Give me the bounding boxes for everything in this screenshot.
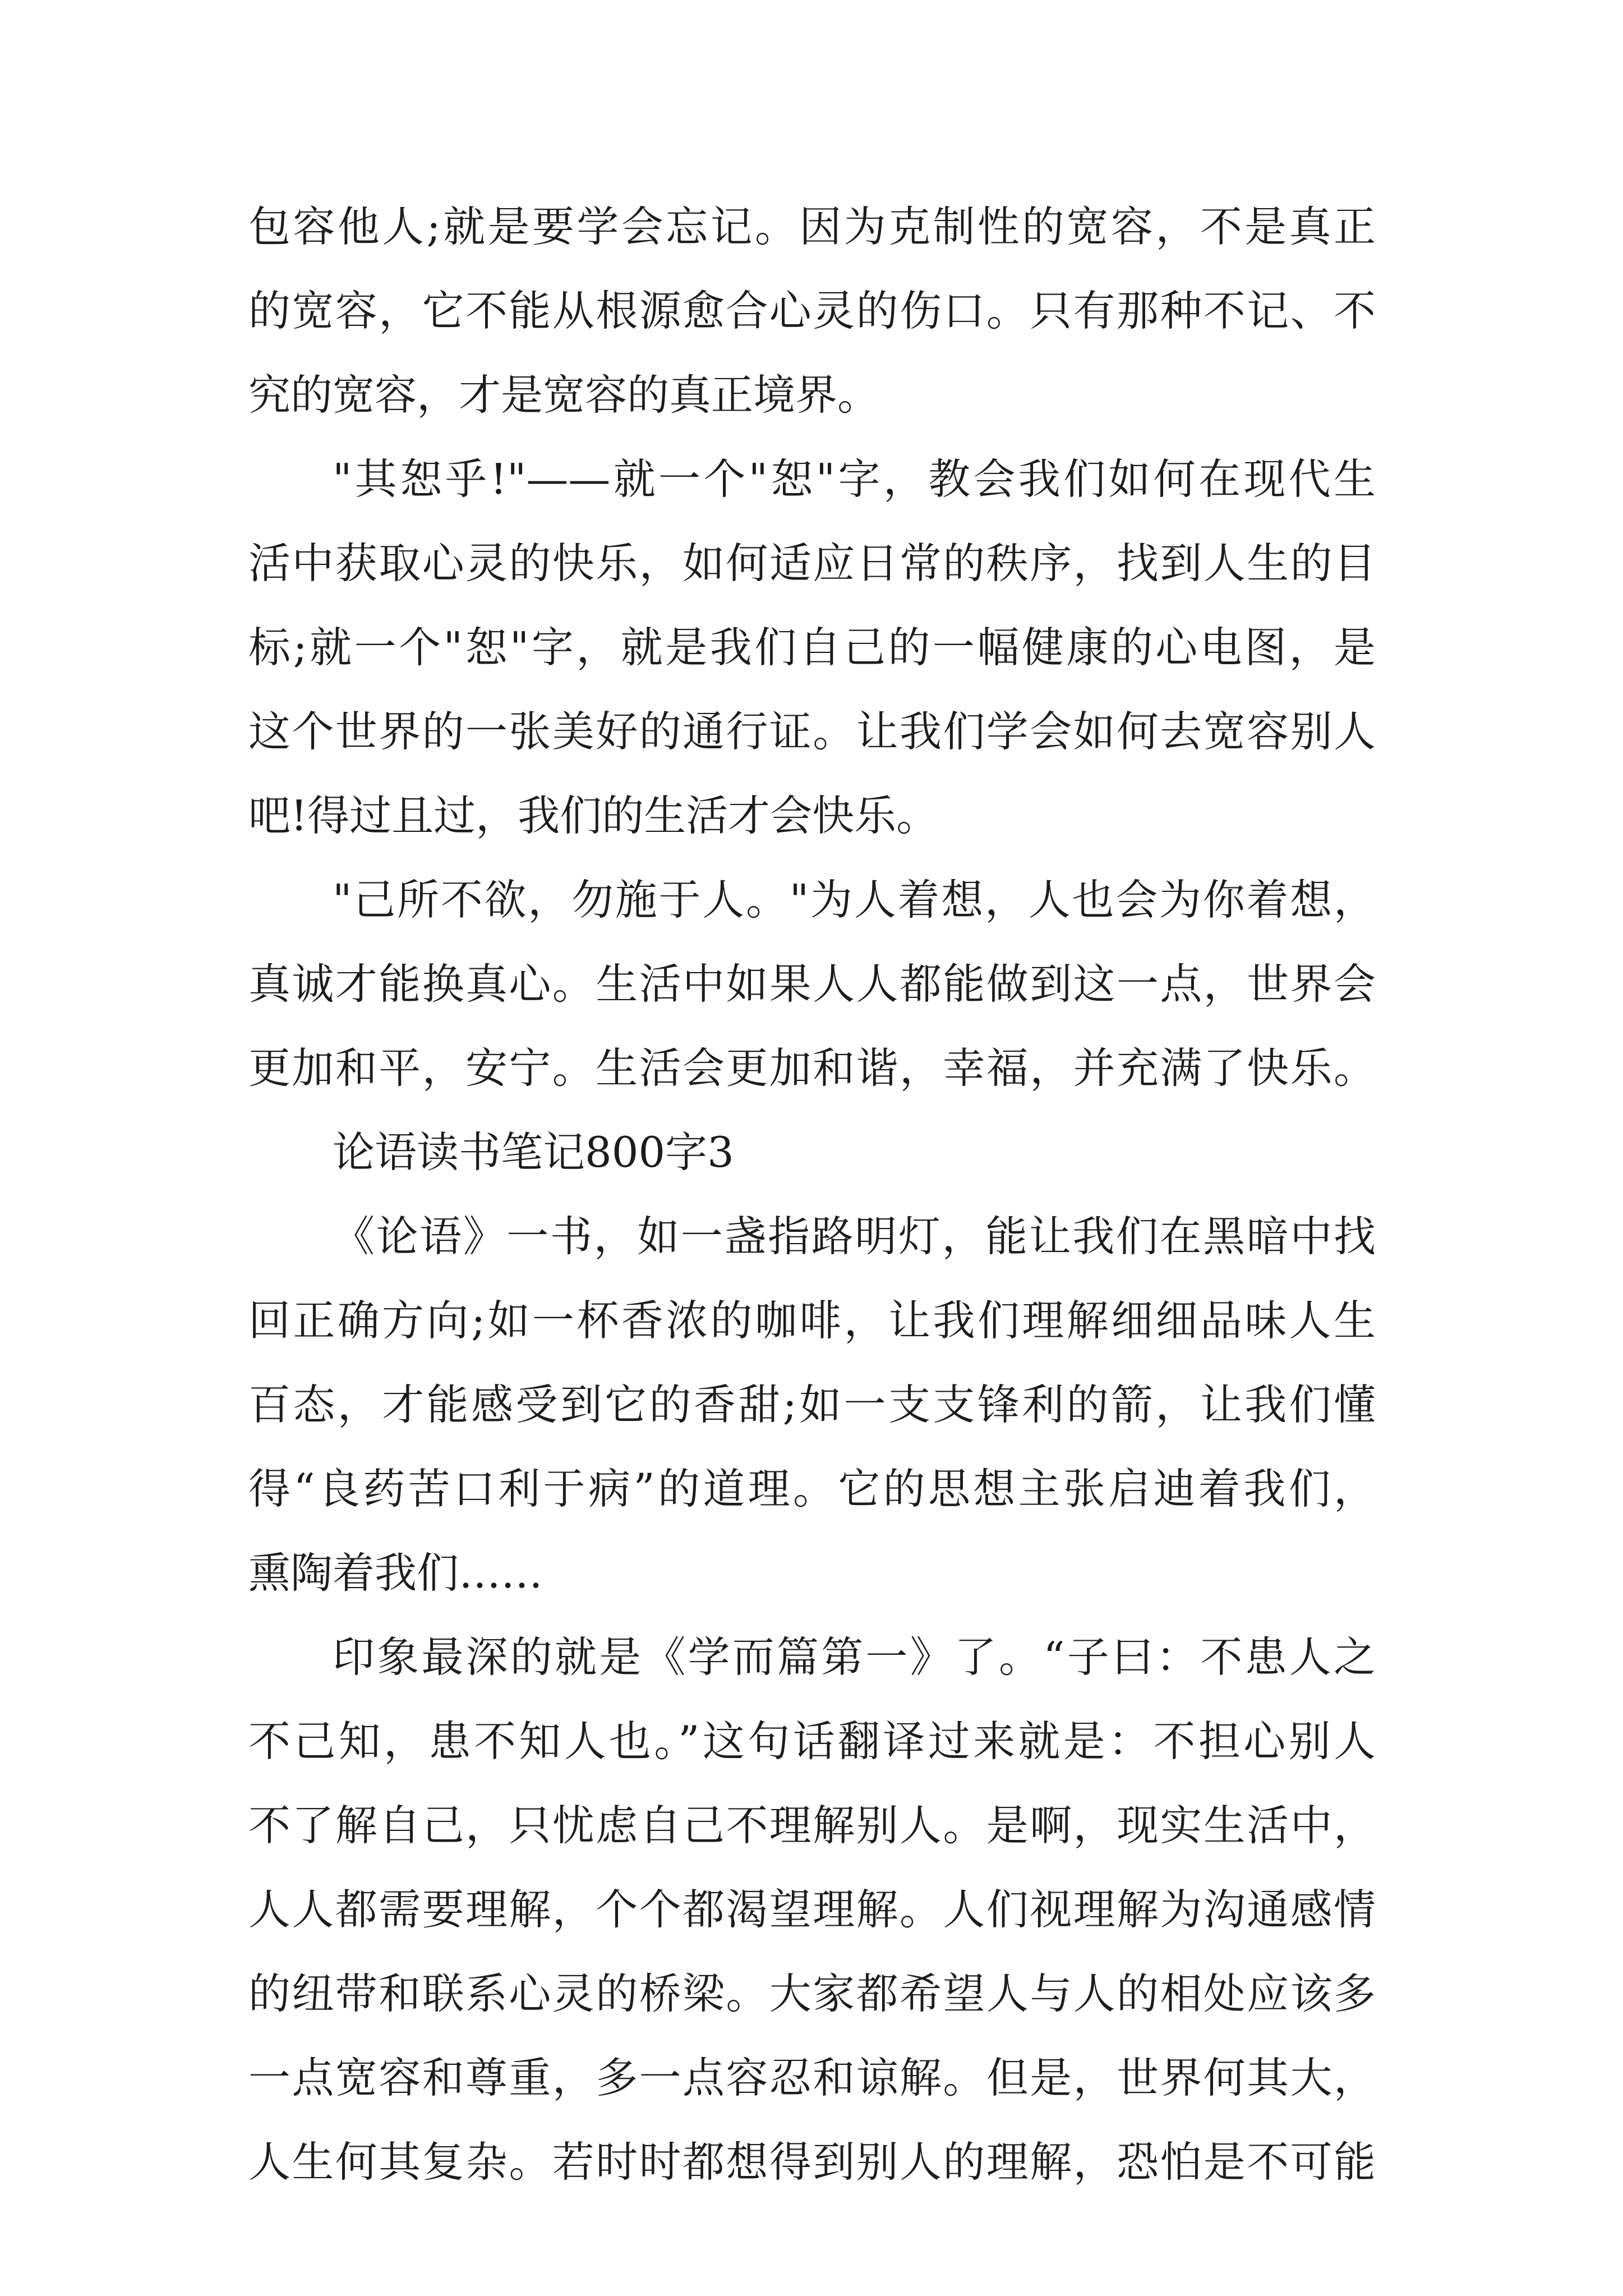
text-line: 一点宽容和尊重，多一点容忍和谅解。但是，世界何其大，: [248, 2053, 1376, 2102]
paragraph: [248, 437, 1376, 858]
text-line: 得“良药苦口利于病”的道理。它的思想主张启迪着我们，: [248, 1464, 1376, 1513]
text-line: 真诚才能换真心。生活中如果人人都能做到这一点，世界会: [248, 959, 1376, 1009]
text-line: "其恕乎!"——就一个"恕"字，教会我们如何在现代生: [333, 454, 1376, 504]
text-line: 究的宽容，才是宽容的真正境界。: [248, 370, 880, 420]
text-line: 这个世界的一张美好的通行证。让我们学会如何去宽容别人: [248, 707, 1376, 756]
text-line: 不己知，患不知人也。”这句话翻译过来就是：不担心别人: [248, 1717, 1376, 1766]
text-line: 《论语》一书，如一盏指路明灯，能让我们在黑暗中找: [333, 1212, 1376, 1261]
text-line: 人生何其复杂。若时时都想得到别人的理解，恐怕是不可能: [248, 2137, 1376, 2187]
text-line: 包容他人;就是要学会忘记。因为克制性的宽容，不是真正: [248, 202, 1376, 251]
paragraph: [248, 185, 1376, 437]
text-line: 更加和平，安宁。生活会更加和谐，幸福，并充满了快乐。: [248, 1043, 1376, 1093]
text-line: 百态，才能感受到它的香甜;如一支支锋利的箭，让我们懂: [248, 1380, 1376, 1429]
text-line: 人人都需要理解，个个都渴望理解。人们视理解为沟通感情: [248, 1885, 1376, 1934]
text-line: 的宽容，它不能从根源愈合心灵的伤口。只有那种不记、不: [248, 286, 1376, 335]
text-line: 活中获取心灵的快乐，如何适应日常的秩序，找到人生的目: [248, 539, 1376, 588]
text-line: "己所不欲，勿施于人。"为人着想，人也会为你着想，: [333, 875, 1376, 924]
text-line: 不了解自己，只忧虑自己不理解别人。是啊，现实生活中，: [248, 1801, 1376, 1850]
section-heading: 论语读书笔记800字3: [333, 1128, 734, 1177]
document-body: [248, 185, 1376, 2204]
text-line: 标;就一个"恕"字，就是我们自己的一幅健康的心电图，是: [248, 623, 1376, 672]
text-line: 回正确方向;如一杯香浓的咖啡，让我们理解细细品味人生: [248, 1296, 1376, 1345]
paragraph: [248, 1615, 1376, 2204]
text-line: 熏陶着我们……: [248, 1548, 543, 1598]
text-line: 吧!得过且过，我们的生活才会快乐。: [248, 791, 939, 840]
text-line: 的纽带和联系心灵的桥梁。大家都希望人与人的相处应该多: [248, 1969, 1376, 2018]
paragraph: [248, 1194, 1376, 1615]
paragraph: [248, 858, 1376, 1110]
text-line: 印象最深的就是《学而篇第一》了。“子曰：不患人之: [333, 1632, 1376, 1682]
